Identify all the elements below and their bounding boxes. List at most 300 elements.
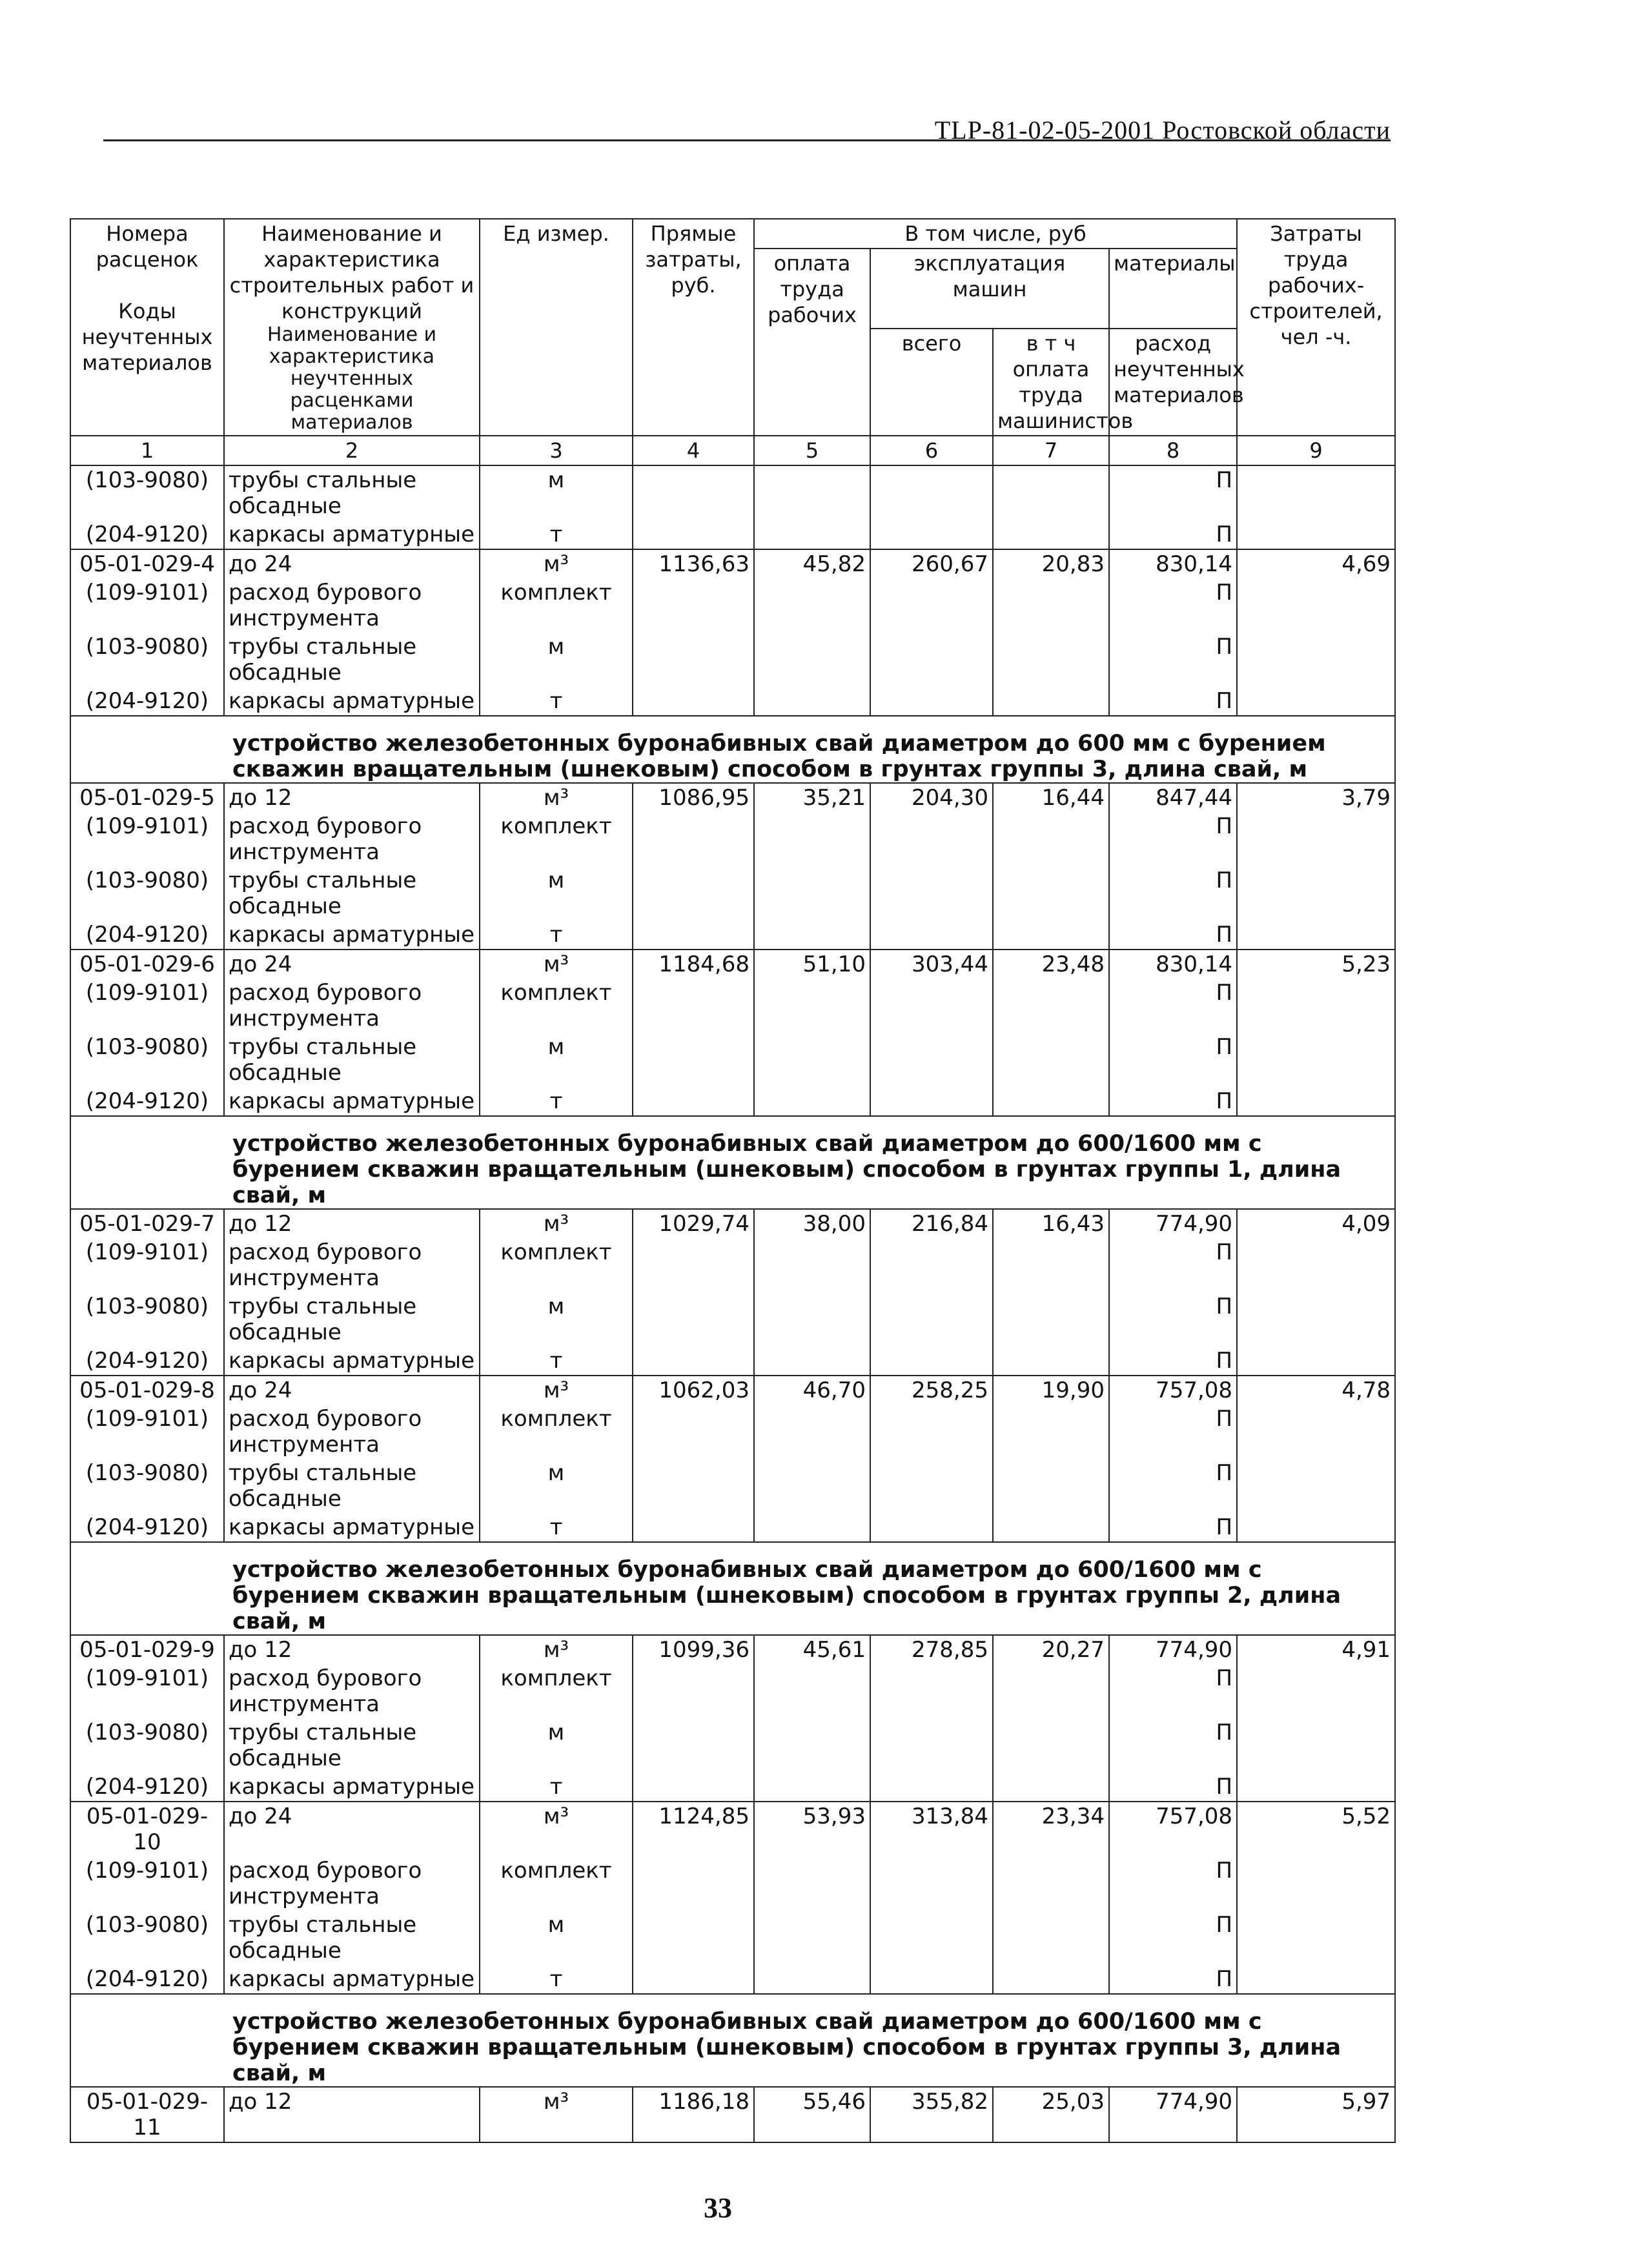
unaccounted-material-mark: П [1216,634,1233,660]
machines-total-cell [870,979,993,1033]
work-name-cell: каркасы арматурные [224,920,480,950]
unit-cell: м [480,1718,633,1773]
direct-cost-cell [633,1087,754,1116]
unit-cell: м [480,1292,633,1346]
unit-cell: комплект [480,1238,633,1292]
unit-cell: т [480,1773,633,1802]
column-number: 6 [870,436,993,465]
rate-code-cell: 05-01-029-10 [70,1802,224,1856]
rate-code-cell: (204-9120) [70,1965,224,1994]
materials-cell [1109,1911,1237,1965]
section-heading-row [70,716,1395,783]
work-name-cell: до 24 [224,1376,480,1405]
labor-cost-cell [1237,1405,1395,1459]
header-name-sub-label: Наименование и характеристика неучтенных расценками материалов [267,323,437,434]
column-number: 2 [224,436,480,465]
rate-code-cell: (103-9080) [70,1033,224,1087]
unaccounted-material-mark: П [1216,1858,1233,1884]
material-row [70,1911,1395,1965]
direct-cost-cell [633,633,754,687]
labor-pay-cell: 38,00 [754,1209,870,1238]
machines-pay-cell [993,1033,1109,1087]
labor-pay-cell: 55,46 [754,2087,870,2142]
work-name-cell: каркасы арматурные [224,520,480,549]
machines-total-cell: 313,84 [870,1802,993,1856]
material-row [70,979,1395,1033]
unit-cell: м³ [480,1635,633,1664]
machines-pay-cell [993,578,1109,633]
direct-cost-cell: 1136,63 [633,549,754,578]
labor-pay-cell: 45,61 [754,1635,870,1664]
rate-code-cell: (103-9080) [70,1459,224,1513]
work-name-cell: каркасы арматурные [224,1087,480,1116]
materials-cell [1109,1856,1237,1911]
direct-cost-cell: 1124,85 [633,1802,754,1856]
labor-cost-cell [1237,1513,1395,1542]
unaccounted-material-mark: П [1216,522,1233,547]
unit-cell: м [480,465,633,520]
labor-cost-cell [1237,1346,1395,1376]
rate-code-cell: (109-9101) [70,1405,224,1459]
unit-cell: т [480,520,633,549]
unit-cell: комплект [480,812,633,866]
machines-total-cell [870,520,993,549]
machines-pay-cell: 23,48 [993,950,1109,979]
work-name-cell: каркасы арматурные [224,1346,480,1376]
machines-pay-cell [993,1856,1109,1911]
machines-total-cell [870,1664,993,1718]
unit-cell: м³ [480,549,633,578]
labor-cost-cell [1237,1292,1395,1346]
unit-cell: м [480,866,633,920]
unaccounted-material-mark: П [1216,922,1233,948]
direct-cost-cell [633,1718,754,1773]
direct-cost-cell [633,866,754,920]
machines-total-cell [870,1405,993,1459]
materials-cell [1109,1346,1237,1376]
machines-pay-cell [993,465,1109,520]
header-labor-pay: оплата труда рабочих [754,249,870,436]
labor-pay-cell [754,465,870,520]
rate-code-cell: (109-9101) [70,1856,224,1911]
labor-pay-cell [754,812,870,866]
material-row [70,1346,1395,1376]
material-row [70,1965,1395,1994]
materials-cell [1109,979,1237,1033]
materials-cell [1109,1773,1237,1802]
machines-pay-cell [993,1718,1109,1773]
labor-pay-cell [754,1773,870,1802]
unaccounted-material-mark: П [1216,868,1233,893]
machines-pay-cell [993,1911,1109,1965]
work-name-cell: расход бурового инструмента [224,1238,480,1292]
column-number: 7 [993,436,1109,465]
rate-code-cell: 05-01-029-5 [70,783,224,812]
labor-pay-cell [754,520,870,549]
materials-cell [1109,1459,1237,1513]
materials-cell [1109,812,1237,866]
rate-code-cell: (103-9080) [70,1911,224,1965]
rate-code-cell: (103-9080) [70,465,224,520]
header-direct: Прямые затраты, руб. [633,219,754,436]
machines-total-cell: 303,44 [870,950,993,979]
materials-cell: 830,14 [1109,549,1237,578]
unit-cell: м [480,633,633,687]
unit-cell: м³ [480,783,633,812]
materials-cell [1109,1292,1237,1346]
section-heading-row [70,1994,1395,2087]
rate-code-cell: (204-9120) [70,1513,224,1542]
rate-code-cell: (109-9101) [70,979,224,1033]
materials-cell: 830,14 [1109,950,1237,979]
machines-total-cell [870,1459,993,1513]
machines-pay-cell: 25,03 [993,2087,1109,2142]
rate-code-cell: (103-9080) [70,1292,224,1346]
direct-cost-cell [633,1911,754,1965]
rate-code-cell: (204-9120) [70,1087,224,1116]
direct-cost-cell: 1029,74 [633,1209,754,1238]
work-name-cell: трубы стальные обсадные [224,465,480,520]
labor-cost-cell: 4,91 [1237,1635,1395,1664]
work-name-cell: каркасы арматурные [224,1773,480,1802]
header-incl: В том числе, руб [754,219,1237,249]
material-row [70,687,1395,716]
materials-cell [1109,920,1237,950]
labor-pay-cell [754,1346,870,1376]
direct-cost-cell [633,1513,754,1542]
unit-cell: комплект [480,1664,633,1718]
labor-cost-cell [1237,1087,1395,1116]
machines-total-cell [870,812,993,866]
direct-cost-cell: 1062,03 [633,1376,754,1405]
materials-cell [1109,1087,1237,1116]
unaccounted-material-mark: П [1216,1294,1233,1319]
header-machines-incl: в т ч оплата труда машинистов [993,329,1109,436]
labor-cost-cell [1237,578,1395,633]
rate-code-cell: (103-9080) [70,1718,224,1773]
rate-code-cell: 05-01-029-7 [70,1209,224,1238]
labor-pay-cell [754,1856,870,1911]
direct-cost-cell [633,1664,754,1718]
materials-cell [1109,1965,1237,1994]
work-name-cell: до 12 [224,783,480,812]
machines-pay-cell [993,1664,1109,1718]
materials-cell: 774,90 [1109,2087,1237,2142]
machines-total-cell [870,1856,993,1911]
section-heading: устройство железобетонных буронабивных свай диаметром до 600/1600 мм с бурением скважин вращательным (шнековым) способом в грунтах группы 1, длина свай, м [70,1116,1395,1209]
labor-cost-cell [1237,866,1395,920]
labor-pay-cell [754,920,870,950]
work-name-cell: расход бурового инструмента [224,1664,480,1718]
unaccounted-material-mark: П [1216,813,1233,839]
materials-cell [1109,866,1237,920]
work-name-cell: до 12 [224,2087,480,2142]
material-row [70,1238,1395,1292]
unaccounted-material-mark: П [1216,580,1233,605]
labor-cost-cell [1237,1965,1395,1994]
material-row [70,1718,1395,1773]
material-row [70,1033,1395,1087]
labor-cost-cell [1237,1856,1395,1911]
labor-cost-cell [1237,1664,1395,1718]
labor-pay-cell [754,633,870,687]
machines-total-cell: 204,30 [870,783,993,812]
rate-code-cell: (204-9120) [70,920,224,950]
column-number: 3 [480,436,633,465]
machines-total-cell [870,1965,993,1994]
labor-cost-cell [1237,633,1395,687]
column-number: 8 [1109,436,1237,465]
labor-cost-cell [1237,687,1395,716]
material-row [70,920,1395,950]
machines-total-cell: 260,67 [870,549,993,578]
direct-cost-cell [633,1033,754,1087]
work-name-cell: расход бурового инструмента [224,1405,480,1459]
labor-cost-cell: 5,52 [1237,1802,1395,1856]
direct-cost-cell [633,1405,754,1459]
machines-pay-cell [993,1513,1109,1542]
material-row [70,1405,1395,1459]
unit-cell: комплект [480,979,633,1033]
machines-total-cell [870,633,993,687]
work-name-cell: расход бурового инструмента [224,1856,480,1911]
column-number: 9 [1237,436,1395,465]
direct-cost-cell: 1099,36 [633,1635,754,1664]
labor-pay-cell [754,979,870,1033]
material-row [70,578,1395,633]
labor-cost-cell [1237,1238,1395,1292]
material-row [70,1664,1395,1718]
machines-pay-cell [993,979,1109,1033]
unit-cell: т [480,1087,633,1116]
work-name-cell: трубы стальные обсадные [224,1459,480,1513]
machines-total-cell [870,687,993,716]
labor-pay-cell [754,1292,870,1346]
direct-cost-cell [633,1292,754,1346]
machines-total-cell [870,1238,993,1292]
materials-cell [1109,578,1237,633]
direct-cost-cell [633,812,754,866]
header-name [224,219,480,436]
machines-total-cell [870,1346,993,1376]
material-row [70,866,1395,920]
labor-pay-cell [754,1513,870,1542]
direct-cost-cell [633,1459,754,1513]
labor-cost-cell [1237,1911,1395,1965]
material-row [70,633,1395,687]
machines-pay-cell: 20,27 [993,1635,1109,1664]
labor-cost-cell [1237,979,1395,1033]
column-number: 4 [633,436,754,465]
material-row [70,465,1395,520]
work-name-cell: каркасы арматурные [224,1513,480,1542]
work-name-cell: трубы стальные обсадные [224,866,480,920]
work-name-cell: каркасы арматурные [224,1965,480,1994]
labor-cost-cell [1237,920,1395,950]
machines-pay-cell [993,1238,1109,1292]
direct-cost-cell [633,979,754,1033]
materials-cell: 774,90 [1109,1635,1237,1664]
table-body [70,465,1395,2142]
material-row [70,1856,1395,1911]
work-name-cell: расход бурового инструмента [224,812,480,866]
header-codes-label: Номера расценок [96,221,199,272]
header-labor-cost: Затраты труда рабочих-строителей, чел -ч. [1237,219,1395,436]
direct-cost-cell: 1086,95 [633,783,754,812]
labor-pay-cell [754,1033,870,1087]
materials-cell [1109,633,1237,687]
rate-code-cell: (109-9101) [70,812,224,866]
labor-cost-cell [1237,1459,1395,1513]
work-name-cell: трубы стальные обсадные [224,1292,480,1346]
materials-cell: 774,90 [1109,1209,1237,1238]
materials-cell: 757,08 [1109,1802,1237,1856]
work-name-cell: расход бурового инструмента [224,979,480,1033]
unit-cell: м³ [480,950,633,979]
unit-cell: комплект [480,1856,633,1911]
work-name-cell: трубы стальные обсадные [224,1911,480,1965]
column-number-row [70,436,1395,465]
header-codes [70,219,224,436]
unit-cell: м³ [480,1209,633,1238]
rate-code-cell: 05-01-029-9 [70,1635,224,1664]
rate-code-cell: (204-9120) [70,687,224,716]
machines-pay-cell [993,1459,1109,1513]
materials-cell [1109,1718,1237,1773]
labor-pay-cell [754,1718,870,1773]
direct-cost-cell: 1186,18 [633,2087,754,2142]
unaccounted-material-mark: П [1216,1912,1233,1938]
direct-cost-cell [633,1346,754,1376]
rate-code-cell: 05-01-029-6 [70,950,224,979]
labor-pay-cell [754,1911,870,1965]
column-number: 5 [754,436,870,465]
machines-total-cell [870,866,993,920]
labor-pay-cell: 35,21 [754,783,870,812]
work-name-cell: трубы стальные обсадные [224,1718,480,1773]
machines-pay-cell [993,1346,1109,1376]
work-name-cell: до 24 [224,950,480,979]
rate-row [70,1376,1395,1405]
labor-pay-cell: 51,10 [754,950,870,979]
page-number: 33 [704,2192,732,2224]
labor-cost-cell [1237,520,1395,549]
materials-cell [1109,1238,1237,1292]
header-materials-sub: расход неучтенных материалов [1109,329,1237,436]
labor-pay-cell [754,1087,870,1116]
labor-pay-cell: 46,70 [754,1376,870,1405]
materials-cell: 847,44 [1109,783,1237,812]
direct-cost-cell [633,1238,754,1292]
unit-cell: т [480,1965,633,1994]
rate-code-cell: (103-9080) [70,633,224,687]
labor-pay-cell: 53,93 [754,1802,870,1856]
labor-pay-cell [754,1405,870,1459]
material-row [70,1459,1395,1513]
machines-pay-cell [993,520,1109,549]
materials-cell: 757,08 [1109,1376,1237,1405]
labor-cost-cell [1237,1033,1395,1087]
header-machines-total: всего [870,329,993,436]
materials-cell [1109,1405,1237,1459]
rate-row [70,950,1395,979]
machines-pay-cell [993,1292,1109,1346]
material-row [70,1773,1395,1802]
machines-total-cell: 355,82 [870,2087,993,2142]
rate-row [70,1802,1395,1856]
unaccounted-material-mark: П [1216,1034,1233,1060]
direct-cost-cell [633,465,754,520]
document-header-title: TLP-81-02-05-2001 Ростовской области [934,116,1391,145]
header-unit: Ед измер. [480,219,633,436]
direct-cost-cell [633,1965,754,1994]
rate-code-cell: (204-9120) [70,520,224,549]
unaccounted-material-mark: П [1216,1774,1233,1800]
work-name-cell: трубы стальные обсадные [224,633,480,687]
material-row [70,1087,1395,1116]
header-codes-sub-label: Коды неучтенных материалов [81,299,213,375]
work-name-cell: до 12 [224,1635,480,1664]
labor-cost-cell [1237,465,1395,520]
unaccounted-material-mark: П [1216,1720,1233,1745]
rate-code-cell: (204-9120) [70,1346,224,1376]
machines-total-cell [870,920,993,950]
rate-code-cell: (204-9120) [70,1773,224,1802]
unaccounted-material-mark: П [1216,1348,1233,1374]
material-row [70,1292,1395,1346]
labor-cost-cell: 4,69 [1237,549,1395,578]
direct-cost-cell [633,1773,754,1802]
machines-pay-cell: 16,44 [993,783,1109,812]
machines-total-cell [870,1087,993,1116]
materials-cell [1109,1033,1237,1087]
work-name-cell: до 24 [224,549,480,578]
machines-pay-cell [993,1965,1109,1994]
labor-cost-cell [1237,1773,1395,1802]
machines-total-cell [870,465,993,520]
rate-row [70,1209,1395,1238]
unaccounted-material-mark: П [1216,1966,1233,1992]
unit-cell: м³ [480,2087,633,2142]
unit-cell: м³ [480,1376,633,1405]
materials-cell [1109,687,1237,716]
section-heading: устройство железобетонных буронабивных свай диаметром до 600 мм с бурением скважин вращательным (шнековым) способом в грунтах группы 3, длина свай, м [70,716,1395,783]
rate-code-cell: 05-01-029-11 [70,2087,224,2142]
materials-cell [1109,1513,1237,1542]
labor-pay-cell [754,578,870,633]
material-row [70,1513,1395,1542]
unaccounted-material-mark: П [1216,467,1233,493]
direct-cost-cell [633,520,754,549]
unaccounted-material-mark: П [1216,1665,1233,1691]
header-machines: эксплуатация машин [870,249,1109,329]
unaccounted-material-mark: П [1216,688,1233,714]
unit-cell: м [480,1033,633,1087]
rates-table [70,218,1396,2143]
direct-cost-cell [633,687,754,716]
machines-pay-cell [993,1087,1109,1116]
machines-pay-cell [993,866,1109,920]
machines-pay-cell [993,1405,1109,1459]
machines-total-cell [870,1292,993,1346]
machines-pay-cell [993,812,1109,866]
materials-cell [1109,520,1237,549]
labor-pay-cell [754,1664,870,1718]
machines-total-cell [870,1513,993,1542]
rate-code-cell: (109-9101) [70,578,224,633]
machines-pay-cell [993,1773,1109,1802]
machines-pay-cell: 19,90 [993,1376,1109,1405]
